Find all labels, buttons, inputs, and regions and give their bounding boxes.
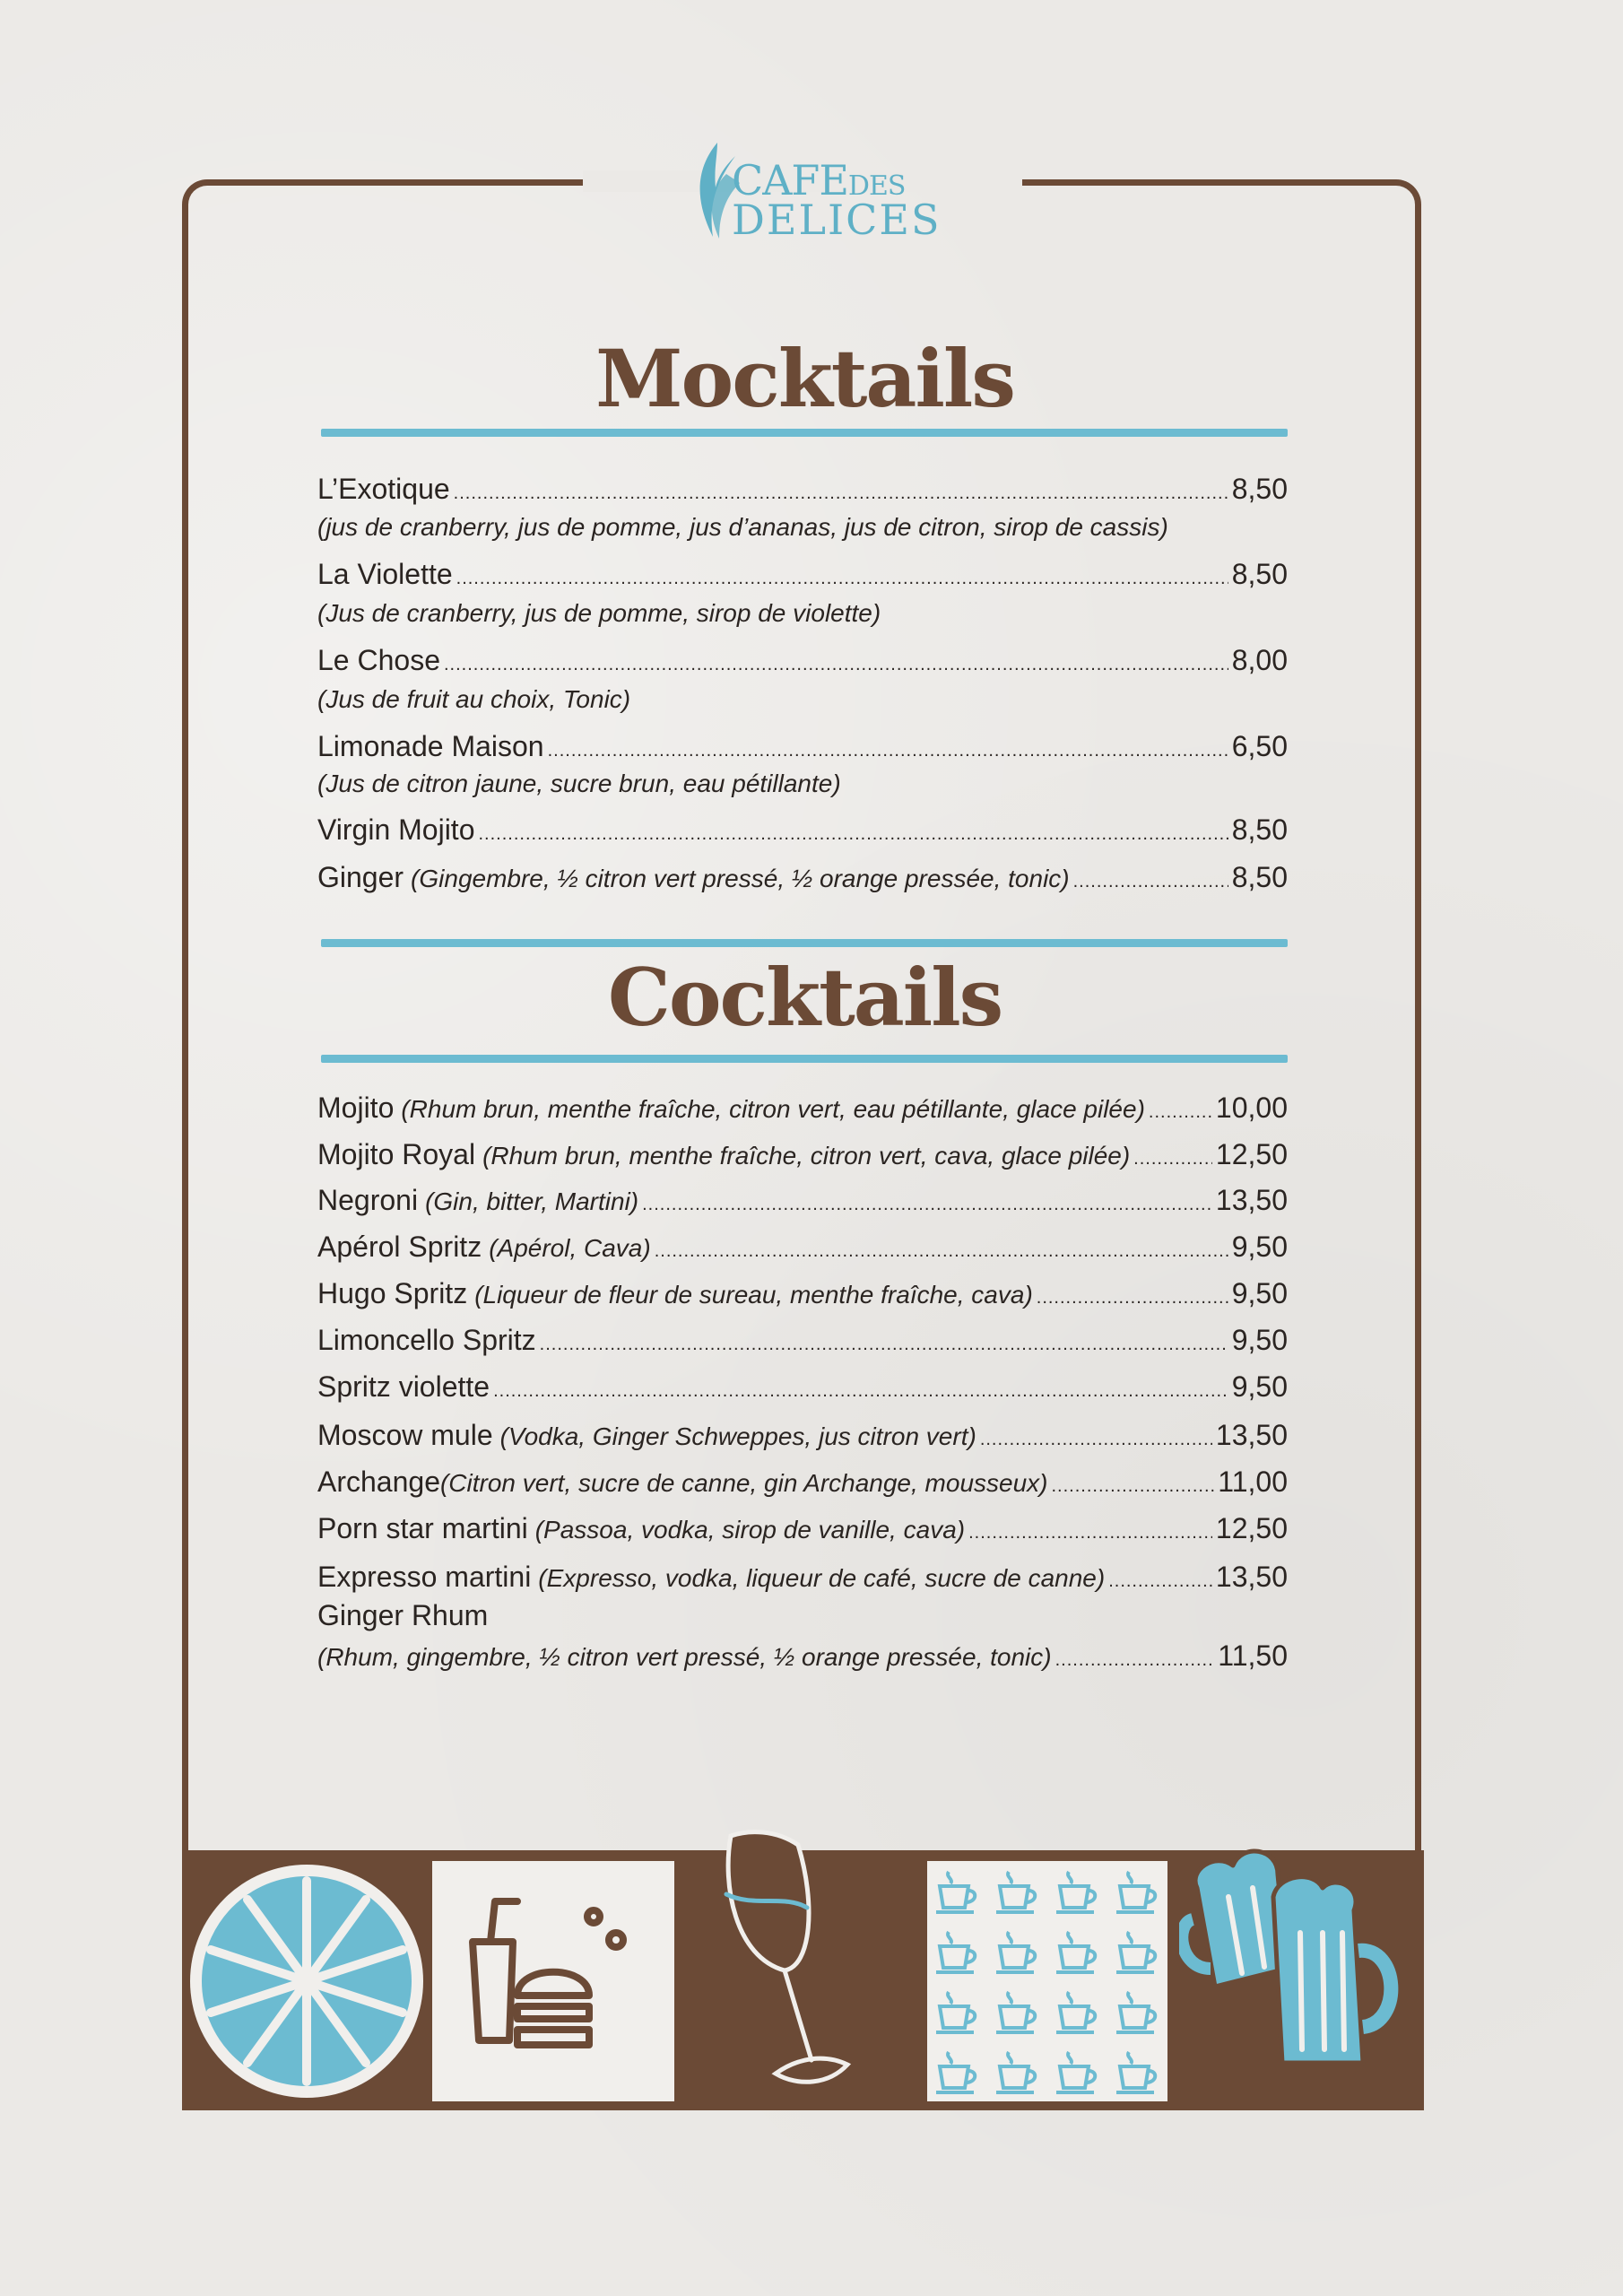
list-item: Virgin Mojito ..... 8,50: [317, 812, 1288, 852]
list-item: Negroni (Gin, bitter, Martini) ..... 13,50: [317, 1182, 1288, 1222]
section-divider: [321, 939, 1288, 947]
cocktails-title: Cocktails: [607, 951, 1002, 1044]
item-description: (jus de cranberry, jus de pomme, jus d’ananas, jus de citron, sirop de cassis): [317, 513, 1168, 541]
lemon-slice-icon: [187, 1861, 427, 2101]
burger-drink-icon: [432, 1861, 674, 2101]
item-description: (Jus de cranberry, jus de pomme, sirop de violette): [317, 599, 881, 627]
list-item: La Violette ..... 8,50: [317, 556, 1288, 596]
cafe-logo: [681, 133, 950, 249]
list-item: Porn star martini (Passoa, vodka, sirop de vanille, cava) ..... 12,50: [317, 1510, 1288, 1551]
logo-line-2: DELICES: [732, 196, 942, 244]
cocktails-rule: [321, 1055, 1288, 1063]
mocktails-title: Mocktails: [595, 332, 1014, 425]
list-item: Ginger (Gingembre, ½ citron vert pressé, ½ orange pressée, tonic) ..... 8,50: [317, 859, 1288, 900]
list-item: Apérol Spritz (Apérol, Cava) ..... 9,50: [317, 1229, 1288, 1269]
list-item: Le Chose ..... 8,00: [317, 642, 1288, 683]
list-item: Expresso martini (Expresso, vodka, liqueur de café, sucre de canne) ..... 13,50: [317, 1559, 1288, 1599]
list-item: Mojito (Rhum brun, menthe fraîche, citron vert, eau pétillante, glace pilée) ..... 10,00: [317, 1090, 1288, 1130]
list-item: Archange (Citron vert, sucre de canne, gin Archange, mousseux) ..... 11,00: [317, 1464, 1288, 1504]
list-item-name: Ginger Rhum: [317, 1599, 489, 1631]
item-description: (Jus de citron jaune, sucre brun, eau pétillante): [317, 770, 841, 797]
list-item: Moscow mule (Vodka, Ginger Schweppes, jus citron vert) ..... 13,50: [317, 1417, 1288, 1457]
coffee-cup-pattern-icon: [927, 1861, 1167, 2101]
list-item: Spritz violette ..... 9,50: [317, 1369, 1288, 1409]
beer-mugs-icon: [1179, 1834, 1421, 2094]
burger-tile: [432, 1861, 674, 2101]
list-item: (Rhum, gingembre, ½ citron vert pressé, ½ orange pressée, tonic) ..... 11,50: [317, 1638, 1288, 1678]
item-description: (Jus de fruit au choix, Tonic): [317, 685, 631, 713]
mocktails-rule: [321, 429, 1288, 437]
coffee-pattern-tile: [927, 1861, 1167, 2101]
list-item: Mojito Royal (Rhum brun, menthe fraîche, citron vert, cava, glace pilée) ..... 12,50: [317, 1136, 1288, 1177]
list-item: Limoncello Spritz ..... 9,50: [317, 1322, 1288, 1362]
list-item: Limonade Maison ..... 6,50: [317, 728, 1288, 769]
wine-glass-icon: [713, 1822, 856, 2092]
list-item: Hugo Spritz (Liqueur de fleur de sureau, menthe fraîche, cava) ..... 9,50: [317, 1275, 1288, 1316]
list-item: L’Exotique ..... 8,50: [317, 471, 1288, 511]
logo-line-1: CAFEDES: [732, 156, 906, 204]
